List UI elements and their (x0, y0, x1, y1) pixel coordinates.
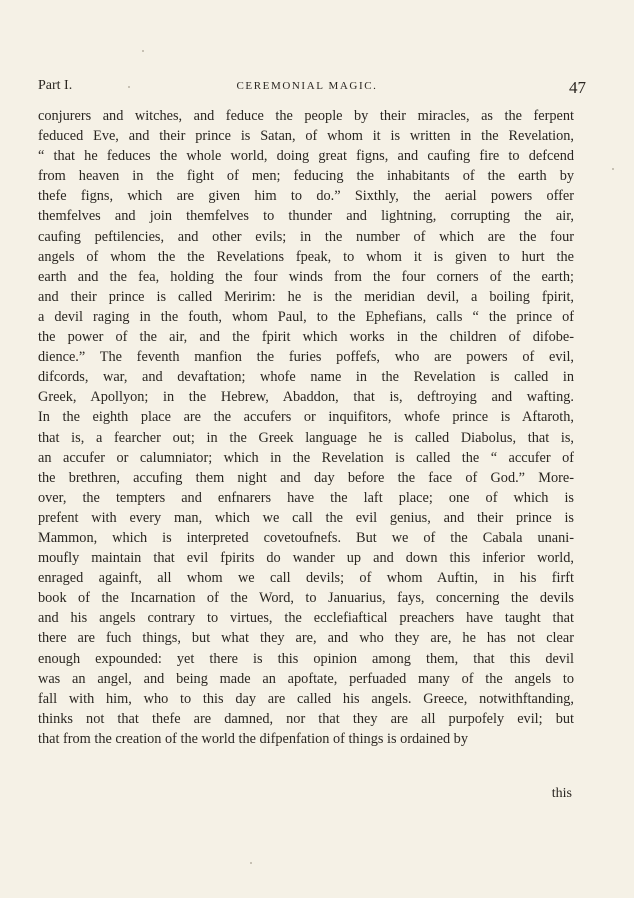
text-line: caufing peftilencies, and other evils; in the number of which are the four (38, 228, 574, 245)
running-header (38, 78, 586, 102)
text-line: “ that he feduces the whole world, doing great figns, and caufing fire to defcend (38, 148, 574, 165)
text-line: from heaven in the fight of men; feducing the inhabitants of the earth by (38, 168, 574, 185)
text-line: prefent with every man, which we call the evil genius, and their prince is (38, 509, 574, 526)
text-line: that from the creation of the world the difpenfation of things is ordained by (38, 730, 468, 747)
page-number: 47 (569, 78, 586, 97)
part-label: Part I. (38, 78, 73, 93)
body-text (38, 106, 574, 749)
text-line: and their prince is called Meririm: he is the meridian devil, a boiling fpirit, (38, 288, 574, 305)
text-line: difcords, war, and devaftation; whofe name in the Revelation is called in (38, 369, 574, 386)
text-line: earth and the fea, holding the four winds from the four corners of the earth; (38, 268, 574, 285)
text-line: themfelves and join themfelves to thunder and lightning, corrupting the air, (38, 208, 574, 225)
text-line: conjurers and witches, and feduce the people by their miracles, as the ferpent (38, 108, 574, 124)
text-line: Greek, Apollyon; in the Hebrew, Abaddon, that is, deftroying and wafting. (38, 389, 574, 406)
text-line: thinks not that thefe are damned, nor that they are all purpofely evil; but (38, 710, 574, 727)
text-line: feduced Eve, and their prince is Satan, of whom it is written in the Revelation, (38, 128, 574, 145)
catchword: this (551, 786, 572, 801)
text-line: thefe figns, which are given him to do.” Sixthly, the aerial powers offer (38, 188, 574, 205)
text-line: that is, a fearcher out; in the Greek language he is called Diabolus, that is, (38, 429, 574, 446)
text-line: there are fuch things, but what they are, and who they are, he has not clear (38, 630, 574, 647)
text-line: was an angel, and being made an apoftate, perfuaded many of the angels to (38, 670, 574, 687)
text-line: enough expounded: yet there is this opinion among them, that this devil (38, 650, 574, 667)
text-line: a devil raging in the fouth, whom Paul, to the Ephefians, calls “ the prince of (38, 308, 574, 325)
text-line: the power of the air, and the fpirit which works in the children of difobe- (38, 329, 574, 346)
text-line: the brethren, accufing them night and day before the face of God.” More- (38, 469, 574, 486)
text-line: book of the Incarnation of the Word, to Januarius, fays, concerning the devils (38, 590, 574, 607)
text-line: an accufer or calumniator; which in the Revelation is called the “ accufer of (38, 449, 574, 466)
text-line: Mammon, which is interpreted covetoufnefs. But we of the Cabala unani- (38, 529, 574, 546)
text-line: dience.” The feventh manfion the furies poffefs, who are powers of evil, (38, 349, 574, 366)
text-line: enraged againft, all whom we call devils; of whom Auftin, in his firft (38, 570, 574, 587)
text-line: In the eighth place are the accufers or inquifitors, whofe prince is Aftaroth, (38, 409, 574, 426)
text-line: over, the tempters and enfnarers have the laft place; one of which is (38, 489, 574, 506)
text-line: fall with him, who to this day are called his angels. Greece, notwithftanding, (38, 690, 574, 707)
text-line: moufly maintain that evil fpirits do wander up and down this inferior world, (38, 550, 574, 567)
text-line: angels of whom the the Revelations fpeak, to whom it is given to hurt the (38, 248, 574, 265)
text-line: and his angels contrary to virtues, the ecclefiaftical preachers have taught that (38, 610, 574, 627)
running-title: CEREMONIAL MAGIC. (236, 80, 378, 92)
